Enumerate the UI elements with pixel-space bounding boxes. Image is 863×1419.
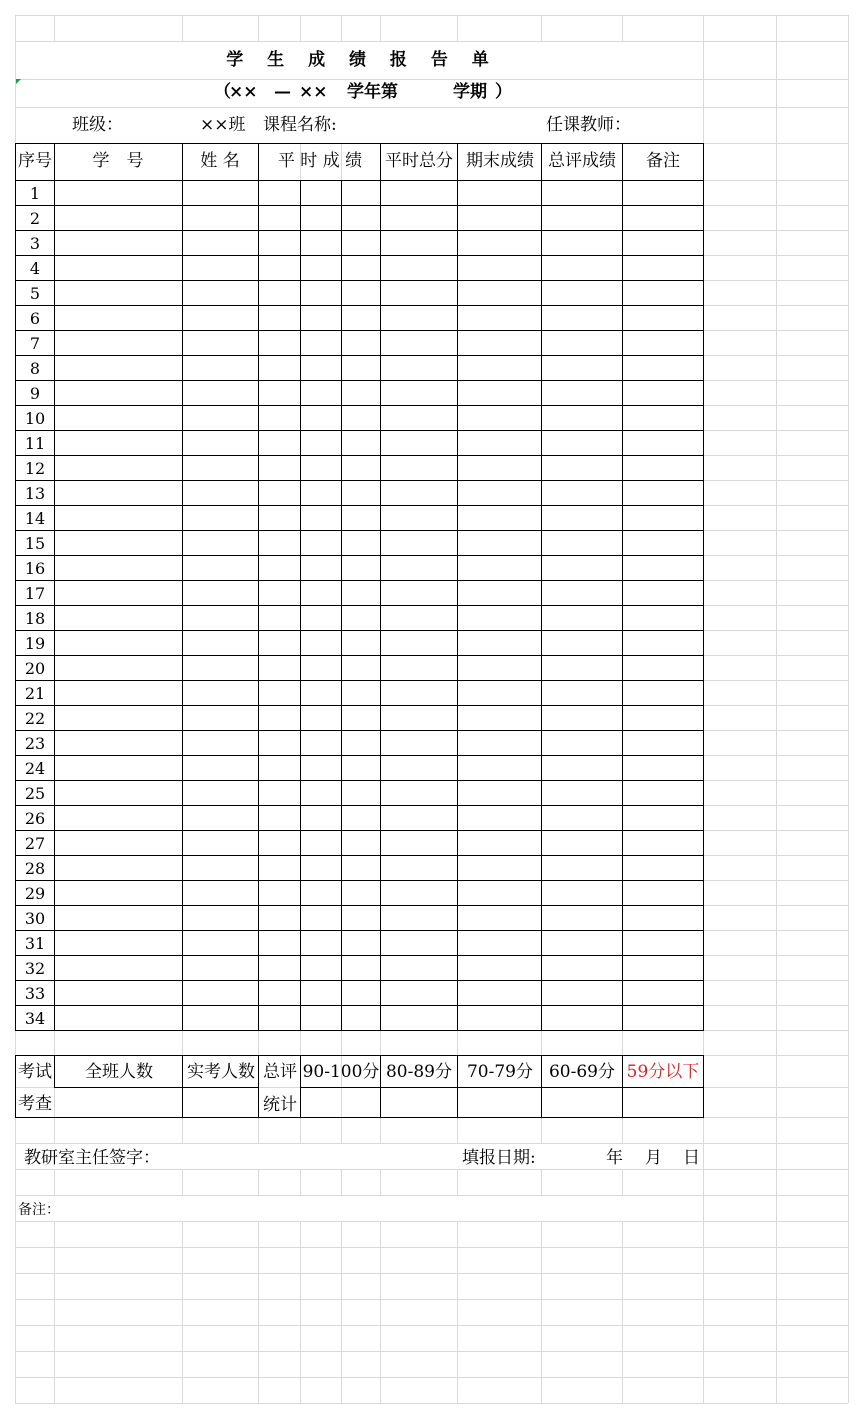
row-number: 14 <box>24 509 46 528</box>
border-line <box>15 980 704 981</box>
border-line <box>54 143 55 1031</box>
row-number: 5 <box>29 284 41 303</box>
header-final-score: 期末成绩 <box>466 151 534 171</box>
row-number: 33 <box>24 984 46 1003</box>
fill-date-label: 填报日期: <box>462 1148 536 1168</box>
class-value: ××班 <box>200 115 246 135</box>
gridline <box>848 15 849 1403</box>
border-line <box>457 143 458 1031</box>
gridline <box>15 1377 848 1378</box>
border-line <box>15 1030 704 1031</box>
check-label: 考查 <box>18 1094 52 1114</box>
gridline <box>15 15 848 16</box>
border-line <box>15 705 704 706</box>
row-number: 21 <box>24 684 46 703</box>
border-line <box>15 255 704 256</box>
row-number: 10 <box>24 409 46 428</box>
border-line <box>15 455 704 456</box>
border-line <box>258 143 259 1031</box>
border-line <box>15 580 704 581</box>
row-number: 11 <box>24 434 46 453</box>
class-total-label: 全班人数 <box>85 1062 153 1082</box>
border-line <box>15 143 16 1031</box>
border-line <box>622 1055 623 1118</box>
header-regular-total: 平时总分 <box>385 151 453 171</box>
border-line <box>15 530 704 531</box>
subtitle-dash: — <box>274 82 291 102</box>
band-80-89: 80-89分 <box>385 1062 453 1082</box>
border-line <box>15 355 704 356</box>
row-number: 18 <box>24 609 46 628</box>
border-line <box>15 1055 704 1056</box>
row-number: 17 <box>24 584 46 603</box>
border-line <box>15 1005 704 1006</box>
row-number: 15 <box>24 534 46 553</box>
row-number: 29 <box>24 884 46 903</box>
term-label: 学期 <box>453 82 487 102</box>
border-line <box>15 655 704 656</box>
date-month-label: 月 <box>645 1148 662 1168</box>
row-number: 3 <box>29 234 41 253</box>
border-line <box>15 880 704 881</box>
row-number: 16 <box>24 559 46 578</box>
border-line <box>15 480 704 481</box>
header-student-id: 学 号 <box>92 151 144 171</box>
header-name: 姓 名 <box>200 151 240 171</box>
merged-cell-area <box>16 1196 703 1221</box>
band-below-59: 59分以下 <box>626 1062 700 1082</box>
border-line <box>15 855 704 856</box>
header-overall-score: 总评成绩 <box>548 151 616 171</box>
border-line <box>15 380 704 381</box>
gridline <box>15 1221 848 1222</box>
cell-indicator-icon <box>16 79 21 84</box>
row-number: 9 <box>29 384 41 403</box>
border-line <box>15 730 704 731</box>
gridline <box>15 1403 848 1404</box>
border-line <box>15 630 704 631</box>
row-number: 26 <box>24 809 46 828</box>
row-number: 28 <box>24 859 46 878</box>
border-line <box>15 180 704 181</box>
border-line <box>703 1055 704 1118</box>
row-number: 12 <box>24 459 46 478</box>
border-line <box>457 1055 458 1118</box>
border-line <box>15 205 704 206</box>
border-line <box>15 780 704 781</box>
border-line <box>182 1055 183 1118</box>
border-line <box>15 405 704 406</box>
subtitle-open-paren: （ <box>214 82 231 102</box>
gridline <box>15 1273 848 1274</box>
gridline <box>15 1351 848 1352</box>
border-line <box>15 230 704 231</box>
row-number: 34 <box>24 1009 46 1028</box>
overall-stat-label-top: 总评 <box>263 1062 297 1082</box>
start-year: ×× <box>229 82 258 102</box>
border-line <box>15 1055 16 1118</box>
row-number: 27 <box>24 834 46 853</box>
border-line <box>380 143 381 1031</box>
border-line <box>15 555 704 556</box>
border-line <box>15 280 704 281</box>
border-line <box>380 1055 381 1118</box>
border-line <box>15 805 704 806</box>
border-line <box>541 1055 542 1118</box>
teacher-label: 任课教师： <box>546 115 631 135</box>
gridline <box>15 1325 848 1326</box>
border-line <box>300 1055 301 1118</box>
row-number: 20 <box>24 659 46 678</box>
row-number: 30 <box>24 909 46 928</box>
border-line <box>258 1055 259 1118</box>
border-line <box>15 930 704 931</box>
header-seq: 序号 <box>18 151 52 171</box>
note-label: 备注： <box>18 1202 60 1218</box>
overall-stat-label-bottom: 统计 <box>263 1095 297 1115</box>
header-regular-scores: 平 时 成 绩 <box>277 151 363 171</box>
row-number: 13 <box>24 484 46 503</box>
border-line <box>54 1087 258 1088</box>
row-number: 25 <box>24 784 46 803</box>
exam-label: 考试 <box>18 1062 52 1082</box>
border-line <box>15 755 704 756</box>
row-number: 7 <box>29 334 41 353</box>
row-number: 1 <box>29 184 41 203</box>
border-line <box>15 680 704 681</box>
border-line <box>703 143 704 1031</box>
border-line <box>541 143 542 1031</box>
band-60-69: 60-69分 <box>548 1062 616 1082</box>
border-line <box>15 905 704 906</box>
border-line <box>15 305 704 306</box>
border-line <box>182 143 183 1031</box>
row-number: 23 <box>24 734 46 753</box>
director-signature-label: 教研室主任签字： <box>24 1148 160 1168</box>
gridline <box>15 1169 848 1170</box>
row-number: 6 <box>29 309 41 328</box>
header-remark: 备注 <box>646 151 680 171</box>
border-line <box>15 143 704 144</box>
border-line <box>15 430 704 431</box>
row-number: 2 <box>29 209 41 228</box>
report-title: 学 生 成 绩 报 告 单 <box>226 50 498 70</box>
border-line <box>15 830 704 831</box>
border-line <box>15 1117 704 1118</box>
row-number: 8 <box>29 359 41 378</box>
band-90-100: 90-100分 <box>302 1062 380 1082</box>
date-year-label: 年 <box>606 1148 623 1168</box>
row-number: 24 <box>24 759 46 778</box>
end-year: ×× <box>299 82 328 102</box>
row-number: 32 <box>24 959 46 978</box>
border-line <box>54 1055 55 1087</box>
border-line <box>300 1087 704 1088</box>
gridline <box>15 1247 848 1248</box>
row-number: 4 <box>29 259 41 278</box>
row-number: 31 <box>24 934 46 953</box>
actual-count-label: 实考人数 <box>187 1062 255 1082</box>
subtitle-close-paren: ） <box>495 82 512 102</box>
border-line <box>15 605 704 606</box>
academic-year-label: 学年第 <box>347 82 398 102</box>
border-line <box>15 505 704 506</box>
border-line <box>15 330 704 331</box>
gridline <box>15 1299 848 1300</box>
course-name-label: 课程名称: <box>263 115 337 135</box>
date-day-label: 日 <box>683 1148 700 1168</box>
row-number: 22 <box>24 709 46 728</box>
row-number: 19 <box>24 634 46 653</box>
class-label: 班级： <box>72 115 123 135</box>
band-70-79: 70-79分 <box>466 1062 534 1082</box>
border-line <box>622 143 623 1031</box>
border-line <box>15 955 704 956</box>
